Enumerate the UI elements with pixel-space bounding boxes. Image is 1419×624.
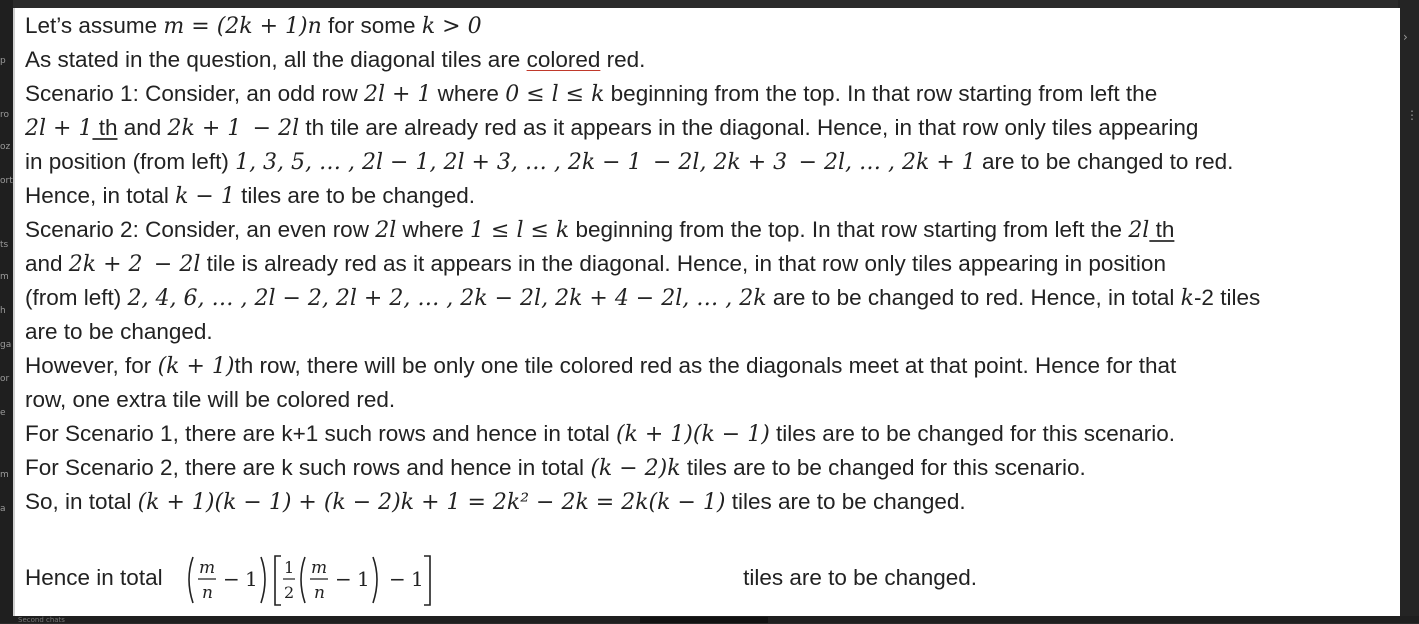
text-line: are to be changed. bbox=[25, 319, 213, 344]
math: 1, 3, 5, … , 2l − 1, 2l + 3, … , 2k − 1 − 2l, 2k + 3 − 2l, … , 2k + 1 bbox=[235, 150, 976, 175]
math: 0 ≤ l ≤ k bbox=[505, 82, 605, 107]
text-line: row, one extra tile will be colored red. bbox=[25, 387, 396, 412]
one: 1 bbox=[357, 567, 370, 591]
left-paren bbox=[301, 557, 305, 603]
text-line: 2l + 1 th and 2k + 1 − 2l th tile are already red as it appears in the diagonal. Hence, in that row only tiles appearing bbox=[25, 115, 1199, 141]
math: 2, 4, 6, … , 2l − 2, 2l + 2, … , 2k − 2l, 2k + 4 − 2l, … , 2k bbox=[127, 286, 767, 311]
text-line: in position (from left) 1, 3, 5, … , 2l − 1, 2l + 3, … , 2k − 1 − 2l, 2k + 3 − 2l, … , 2k + 1 are to be changed to red. bbox=[25, 149, 1234, 175]
one: 1 bbox=[411, 567, 424, 591]
math: k bbox=[1180, 286, 1194, 311]
math: 2k + 2 − 2l bbox=[68, 252, 201, 277]
underlined-word: th bbox=[92, 115, 118, 140]
minus-sign: − bbox=[335, 567, 352, 591]
bottom-edge bbox=[0, 616, 1419, 623]
math: k > 0 bbox=[421, 14, 482, 39]
side-fragment: e bbox=[0, 408, 6, 418]
right-bracket bbox=[424, 556, 430, 605]
text-line: Scenario 1: Consider, an odd row 2l + 1 where 0 ≤ l ≤ k beginning from the top. In that row starting from left the bbox=[25, 81, 1158, 107]
frac-den: n bbox=[202, 583, 213, 603]
final-formula bbox=[183, 551, 503, 611]
side-fragment: oz bbox=[0, 142, 11, 152]
math: 2k + 1 − 2l bbox=[167, 116, 300, 141]
one: 1 bbox=[245, 567, 258, 591]
math: 2l + 1 bbox=[25, 116, 93, 141]
text-line: However, for (k + 1)th row, there will be only one tile colored red as the diagonals meet at that point. Hence for that bbox=[25, 353, 1177, 379]
side-fragment: ro bbox=[0, 110, 10, 120]
math: k − 1 bbox=[175, 184, 235, 209]
left-bracket bbox=[275, 556, 281, 605]
document-page bbox=[13, 8, 1400, 616]
side-fragment: m bbox=[0, 272, 9, 282]
frac-num: m bbox=[199, 558, 216, 578]
math: m = (2k + 1)n bbox=[163, 14, 322, 39]
side-fragment: a bbox=[0, 504, 6, 514]
underlined-word: th bbox=[1149, 217, 1175, 242]
text-line: Hence, in total k − 1 tiles are to be changed. bbox=[25, 183, 476, 209]
math: (k + 1)(k − 1) + (k − 2)k + 1 = 2k² − 2k = 2k(k − 1) bbox=[137, 490, 726, 515]
side-fragment: ort bbox=[0, 176, 13, 186]
text-line: For Scenario 1, there are k+1 such rows and hence in total (k + 1)(k − 1) tiles are to be changed for this scenario. bbox=[25, 421, 1176, 447]
math: (k + 1)(k − 1) bbox=[615, 422, 770, 447]
text-line: So, in total (k + 1)(k − 1) + (k − 2)k + 1 = 2k² − 2k = 2k(k − 1) tiles are to be changed. bbox=[25, 489, 966, 515]
math: (k + 1) bbox=[157, 354, 235, 379]
side-fragment: m bbox=[0, 470, 9, 480]
text-line: Let’s assume m = (2k + 1)n for some k > 0 bbox=[25, 13, 482, 39]
half-den: 2 bbox=[284, 583, 295, 602]
math: 2l + 1 bbox=[363, 82, 432, 107]
left-panel-edge bbox=[0, 0, 13, 623]
math: 2l bbox=[375, 218, 397, 243]
side-fragment: p bbox=[0, 56, 6, 66]
bottom-bar bbox=[640, 617, 768, 623]
side-fragment: ga bbox=[0, 340, 12, 350]
text-line: and 2k + 2 − 2l tile is already red as it appears in the diagonal. Hence, in that row only tiles appearing in position bbox=[25, 251, 1166, 277]
side-fragment: ts bbox=[0, 240, 9, 250]
frac-num: m bbox=[311, 558, 328, 578]
left-paren bbox=[189, 557, 193, 603]
right-paren bbox=[373, 557, 377, 603]
bottom-fragment: Second chats bbox=[18, 616, 65, 624]
minus-sign: − bbox=[223, 567, 240, 591]
minus-sign: − bbox=[389, 567, 406, 591]
frac-den: n bbox=[314, 583, 325, 603]
more-options-icon[interactable]: ⋮ bbox=[1406, 108, 1418, 122]
chevron-right-icon[interactable]: › bbox=[1403, 30, 1408, 44]
side-fragment: h bbox=[0, 306, 6, 316]
text-line: For Scenario 2, there are k such rows and hence in total (k − 2)k tiles are to be changed for this scenario. bbox=[25, 455, 1086, 481]
text-line: Hence in total tiles are to be changed. bbox=[25, 565, 978, 590]
right-panel-edge bbox=[1398, 0, 1419, 623]
math: (k − 2)k bbox=[590, 456, 681, 481]
text-line: Scenario 2: Consider, an even row 2l where 1 ≤ l ≤ k beginning from the top. In that row starting from left the 2l th bbox=[25, 217, 1175, 243]
side-fragment: or bbox=[0, 374, 10, 384]
spell-underlined-word: colored bbox=[526, 47, 601, 72]
text-line: (from left) 2, 4, 6, … , 2l − 2, 2l + 2, … , 2k − 2l, 2k + 4 − 2l, … , 2k are to be changed to red. Hence, in total k-2 tiles bbox=[25, 285, 1261, 311]
math: 1 ≤ l ≤ k bbox=[470, 218, 570, 243]
math: 2l bbox=[1128, 218, 1150, 243]
right-paren bbox=[261, 557, 265, 603]
half-num: 1 bbox=[284, 558, 295, 577]
text-line: As stated in the question, all the diagonal tiles are colored red. bbox=[25, 47, 646, 72]
